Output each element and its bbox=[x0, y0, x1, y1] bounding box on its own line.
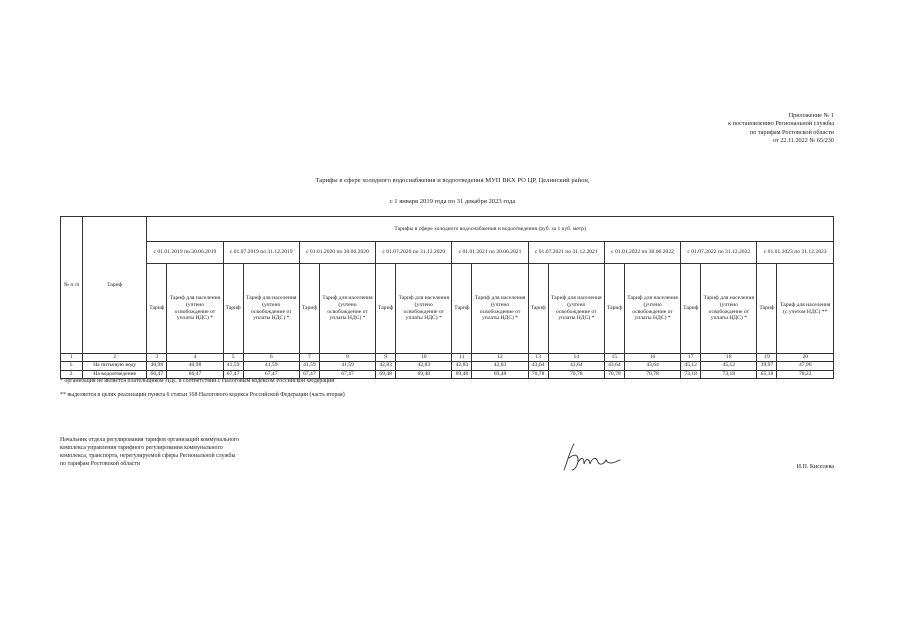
tariff-value-cell: 43,64 bbox=[528, 362, 548, 371]
tariff-column-header: Тариф bbox=[147, 264, 167, 354]
column-number: 18 bbox=[701, 354, 757, 362]
tariff-column-header: Тариф bbox=[528, 264, 548, 354]
period-header: с 01.01.2021 по 30.06.2021 bbox=[452, 242, 528, 264]
tariff-column-header: Тариф bbox=[223, 264, 243, 354]
tariff-value-cell: 69,48 bbox=[452, 370, 472, 379]
tariff-value-cell: 41,59 bbox=[223, 362, 243, 371]
tariff-value-cell: 69,48 bbox=[396, 370, 452, 379]
official-title-line: Начальник отдела регулирования тарифов организаций коммунального bbox=[60, 437, 240, 443]
tariff-value-cell: 65,18 bbox=[757, 370, 777, 379]
column-number: 10 bbox=[396, 354, 452, 362]
tariff-column-header: Тариф bbox=[681, 264, 701, 354]
tariff-column-header: Тариф bbox=[604, 264, 624, 354]
official-title-line: комплекса управления тарифного регулирования коммунального bbox=[60, 445, 223, 451]
tariff-value-cell: 41,59 bbox=[319, 362, 375, 371]
tariff-value-cell: 40,98 bbox=[147, 362, 167, 371]
column-number: 17 bbox=[681, 354, 701, 362]
tariff-value-cell: 43,64 bbox=[604, 362, 624, 371]
column-number: 6 bbox=[243, 354, 299, 362]
tariff-column-header: Тариф bbox=[757, 264, 777, 354]
tariff-value-cell: 70,78 bbox=[604, 370, 624, 379]
tariff-value-cell: 45,12 bbox=[701, 362, 757, 371]
tariff-value-cell: 73,18 bbox=[701, 370, 757, 379]
column-number: 12 bbox=[472, 354, 528, 362]
population-tariff-column-header: Тариф для населения (учтено освобождение от уплаты НДС) * bbox=[548, 264, 604, 354]
column-number: 19 bbox=[757, 354, 777, 362]
appendix-line: Приложение № 1 bbox=[788, 112, 834, 119]
column-number: 9 bbox=[376, 354, 396, 362]
footnote-vat-exempt: * организация не является плательщиком НДС в соответствии с Налоговым кодексом Российской Федерации bbox=[60, 378, 335, 384]
period-header: с 01.07.2021 по 31.12.2021 bbox=[528, 242, 604, 264]
tariff-value-cell: 69,48 bbox=[472, 370, 528, 379]
column-number: 4 bbox=[167, 354, 223, 362]
tariff-value-cell: 67,47 bbox=[223, 370, 243, 379]
tariff-table bbox=[60, 216, 834, 379]
tariff-value-cell: 40,98 bbox=[167, 362, 223, 371]
tariff-value-cell: 42,83 bbox=[396, 362, 452, 371]
signer-name: И.П. Киселева bbox=[796, 464, 834, 470]
population-tariff-column-header: Тариф для населения (учтено освобождение от уплаты НДС) * bbox=[624, 264, 680, 354]
column-number: 1 bbox=[61, 354, 83, 362]
tariff-value-cell: 66,47 bbox=[147, 370, 167, 379]
appendix-line: от 22.11.2022 № 65/230 bbox=[772, 136, 834, 144]
tariff-value-cell: 73,18 bbox=[681, 370, 701, 379]
period-header: с 01.01.2020 по 30.06.2020 bbox=[299, 242, 375, 264]
tariff-value-cell: 42,83 bbox=[472, 362, 528, 371]
period-header: с 01.01.2023 по 31.12.2023 bbox=[757, 242, 834, 264]
period-header: с 01.01.2022 по 30.06.2022 bbox=[604, 242, 680, 264]
footnote-vat-allocated: ** выделяется в целях реализации пункта 6 статьи 168 Налогового кодекса Российской Федерации (часть вторая) bbox=[60, 392, 345, 398]
tariff-value-cell: 70,78 bbox=[548, 370, 604, 379]
column-number: 2 bbox=[83, 354, 147, 362]
tariff-column-header: Тариф bbox=[376, 264, 396, 354]
row-number: 2. bbox=[61, 370, 83, 379]
tariff-value-cell: 43,64 bbox=[624, 362, 680, 371]
row-name: На водоотведение bbox=[83, 370, 147, 379]
period-header: с 01.01.2019 по 30.06.2019 bbox=[147, 242, 223, 264]
tariff-value-cell: 67,47 bbox=[319, 370, 375, 379]
tariff-value-cell: 42,83 bbox=[376, 362, 396, 371]
row-number: 1. bbox=[61, 362, 83, 371]
period-header: с 01.07.2019 по 31.12.2019 bbox=[223, 242, 299, 264]
appendix-line: к постановлению Региональной службы bbox=[728, 120, 834, 128]
population-tariff-column-header: Тариф для населения (учтено освобождение от уплаты НДС) * bbox=[319, 264, 375, 354]
population-tariff-column-header: Тариф для населения (с учетом НДС) ** bbox=[777, 264, 834, 354]
tariff-value-cell: 67,47 bbox=[243, 370, 299, 379]
population-tariff-column-header: Тариф для населения (учтено освобождение от уплаты НДС) * bbox=[472, 264, 528, 354]
document-title: Тарифы в сфере холодного водоснабжения и водоотведения МУП ВКХ РО ЦР, Целинский район, bbox=[315, 177, 590, 184]
column-number: 7 bbox=[299, 354, 319, 362]
document-period: с 1 января 2019 года по 31 декабря 2023 года bbox=[389, 198, 516, 205]
tariff-column-header: Тариф bbox=[299, 264, 319, 354]
tariff-value-cell: 45,12 bbox=[681, 362, 701, 371]
column-number: 11 bbox=[452, 354, 472, 362]
tariff-value-cell: 42,83 bbox=[452, 362, 472, 371]
column-number: 16 bbox=[624, 354, 680, 362]
tariff-value-cell: 69,48 bbox=[376, 370, 396, 379]
appendix-line: по тарифам Ростовской области bbox=[749, 128, 834, 136]
tariff-value-cell: 43,64 bbox=[548, 362, 604, 371]
column-number: 5 bbox=[223, 354, 243, 362]
tariff-value-cell: 70,78 bbox=[624, 370, 680, 379]
official-title-block bbox=[60, 436, 239, 468]
row-name: На питьевую воду bbox=[83, 362, 147, 371]
row-number-header: № п./п bbox=[61, 217, 83, 354]
column-number: 13 bbox=[528, 354, 548, 362]
tariff-value-cell: 78,22 bbox=[777, 370, 834, 379]
population-tariff-column-header: Тариф для населения (учтено освобождение от уплаты НДС) * bbox=[243, 264, 299, 354]
column-number: 20 bbox=[777, 354, 834, 362]
population-tariff-column-header: Тариф для населения (учтено освобождение от уплаты НДС) * bbox=[701, 264, 757, 354]
main-header: Тарифы в сфере холодного водоснабжения и водоотведения (руб. за 1 куб. метр) bbox=[147, 217, 834, 242]
period-header: с 01.07.2022 по 31.12.2022 bbox=[681, 242, 757, 264]
official-title-line: комплекса, транспорта, нерегулируемой сферы Региональной службы bbox=[60, 453, 236, 459]
appendix-block bbox=[634, 112, 834, 145]
column-number: 14 bbox=[548, 354, 604, 362]
column-number: 3 bbox=[147, 354, 167, 362]
period-header: с 01.07.2020 по 31.12.2020 bbox=[376, 242, 452, 264]
column-number: 8 bbox=[319, 354, 375, 362]
column-number: 15 bbox=[604, 354, 624, 362]
tariff-name-header: Тариф bbox=[83, 217, 147, 354]
tariff-value-cell: 39,97 bbox=[757, 362, 777, 371]
tariff-column-header: Тариф bbox=[452, 264, 472, 354]
population-tariff-column-header: Тариф для населения (учтено освобождение от уплаты НДС) * bbox=[167, 264, 223, 354]
tariff-value-cell: 47,96 bbox=[777, 362, 834, 371]
tariff-value-cell: 41,59 bbox=[243, 362, 299, 371]
official-title-line: по тарифам Ростовской области bbox=[60, 461, 141, 467]
tariff-value-cell: 70,78 bbox=[528, 370, 548, 379]
tariff-value-cell: 67,47 bbox=[299, 370, 319, 379]
handwritten-signature bbox=[560, 440, 624, 476]
tariff-value-cell: 41,59 bbox=[299, 362, 319, 371]
tariff-value-cell: 66,47 bbox=[167, 370, 223, 379]
population-tariff-column-header: Тариф для населения (учтено освобождение от уплаты НДС) * bbox=[396, 264, 452, 354]
